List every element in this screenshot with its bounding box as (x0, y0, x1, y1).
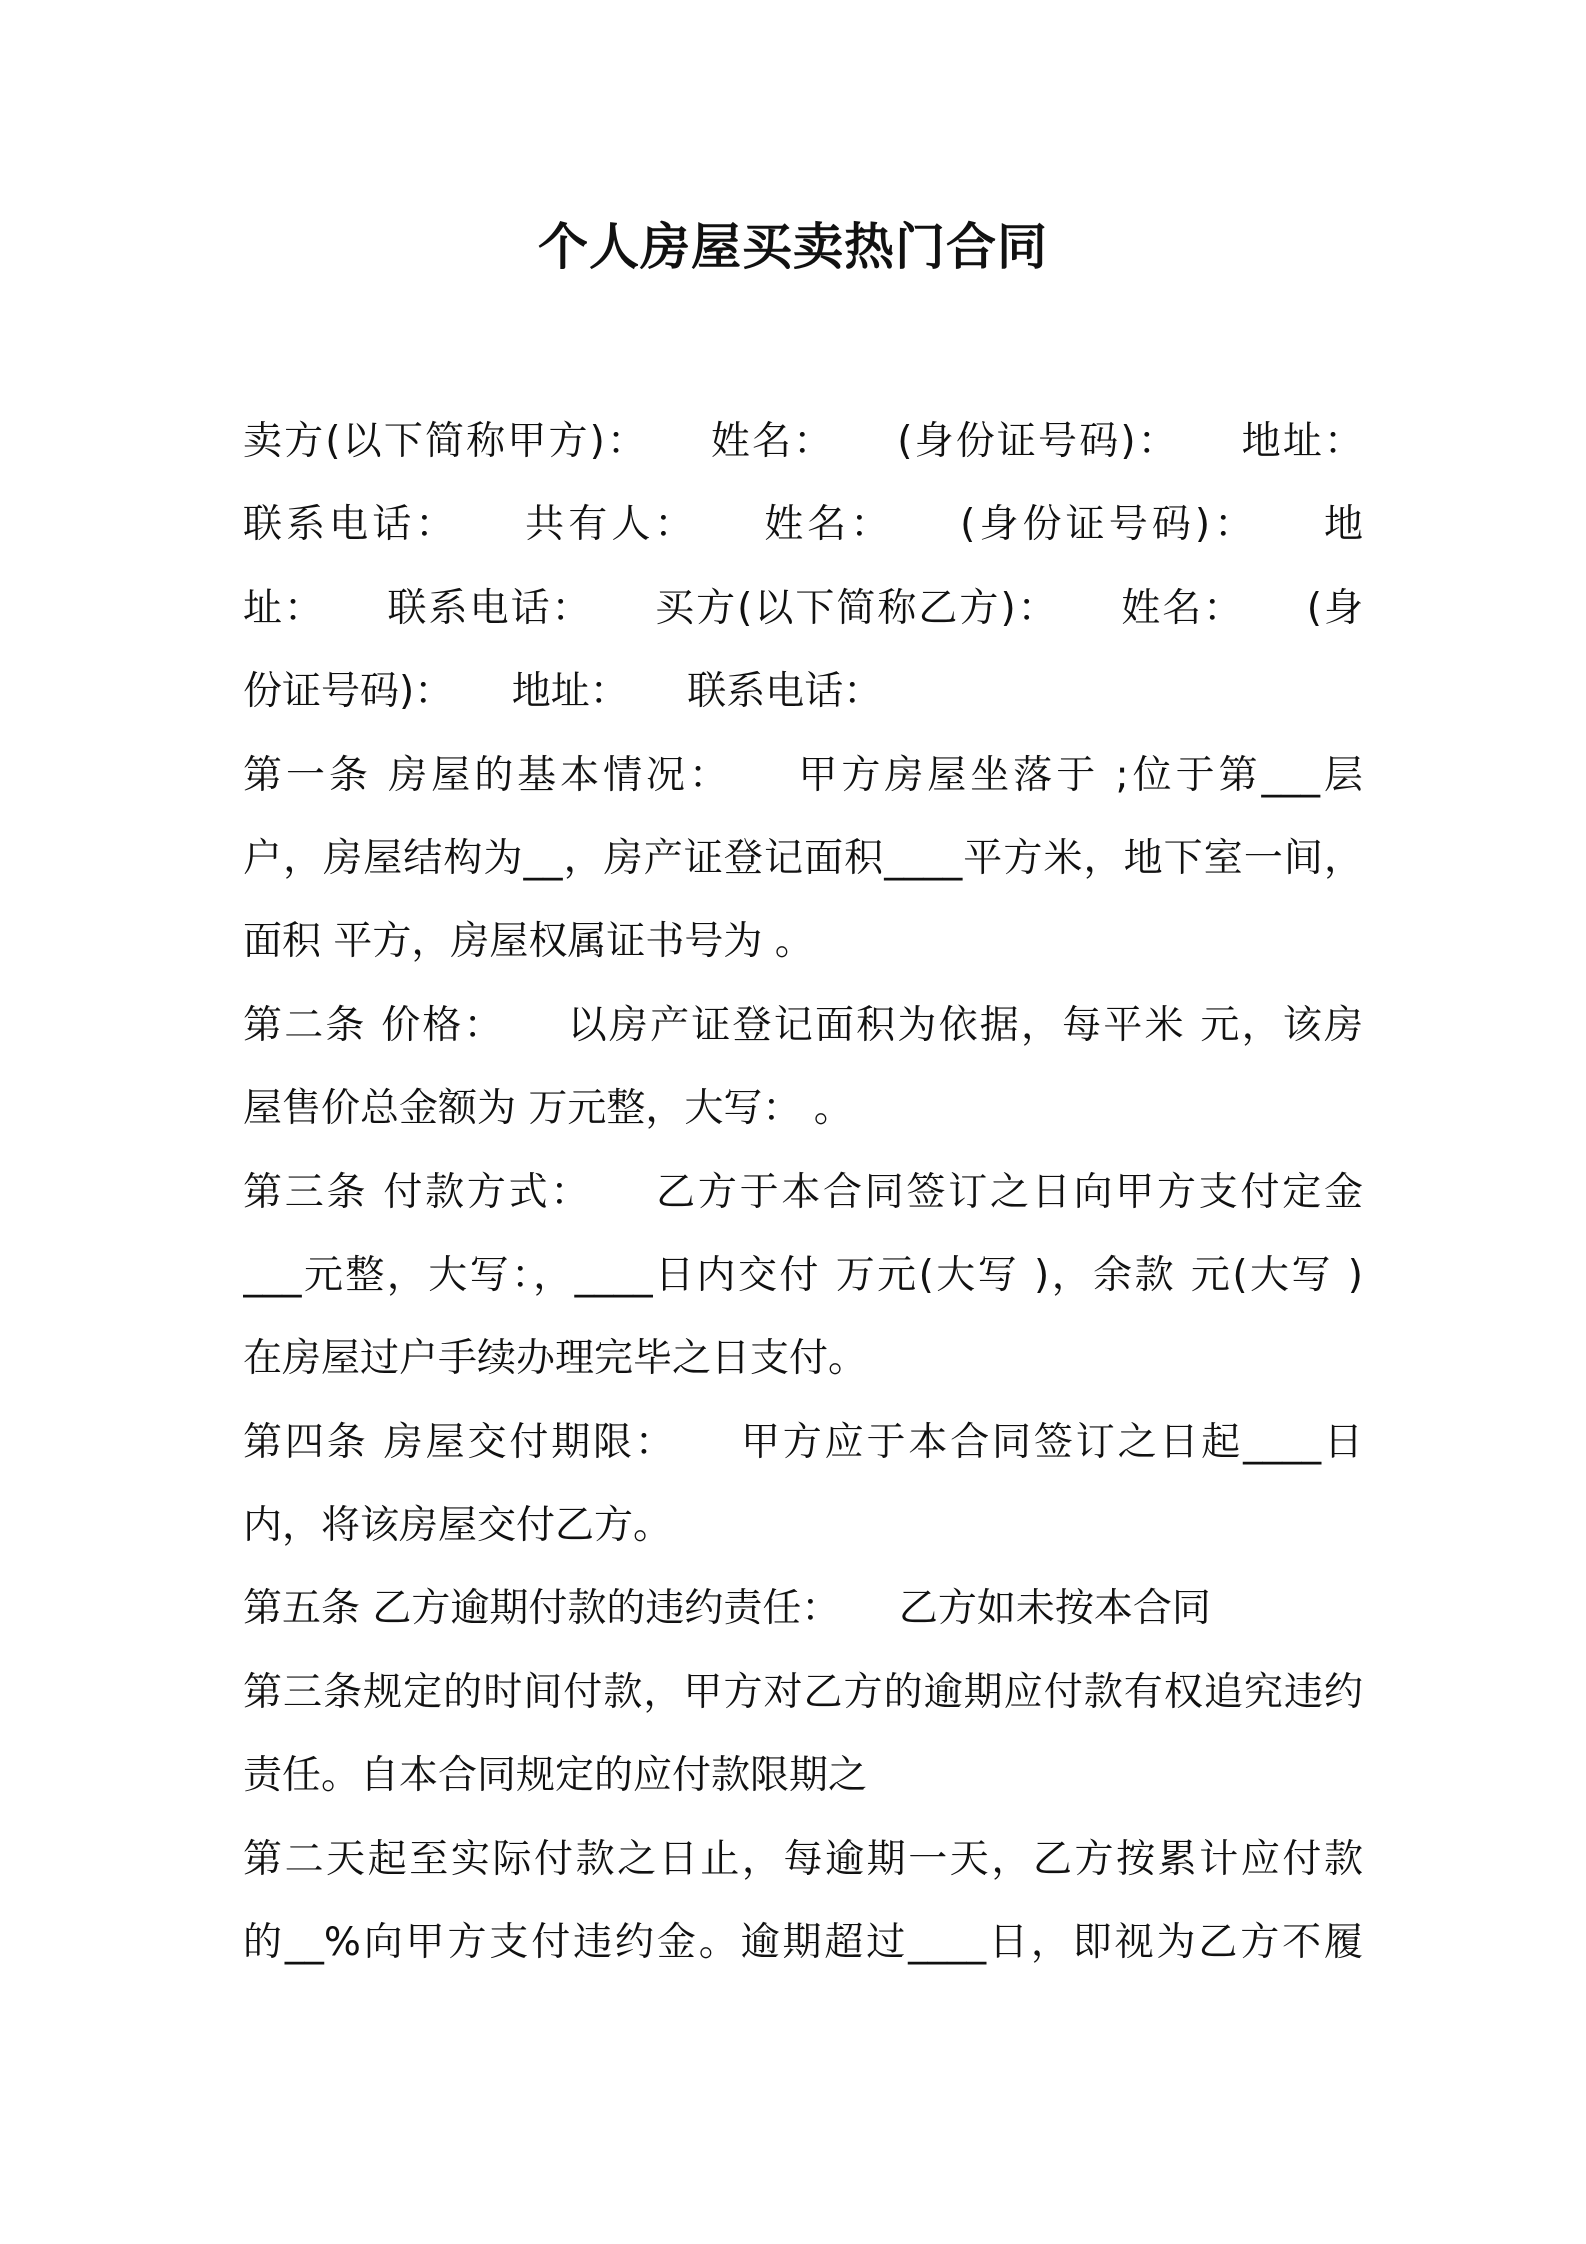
text-line: 第五条 乙方逾期付款的违约责任： 乙方如未按本合同 (243, 1586, 1211, 1632)
text-line: 户，房屋结构为__，房产证登记面积____平方米，地下室一间， (243, 835, 1363, 881)
text-line: 的__%向甲方支付违约金。逾期超过____日，即视为乙方不履 (243, 1920, 1363, 1966)
text-line: 在房屋过户手续办理完毕之日支付。 (243, 1336, 868, 1382)
text-line: 第三条 付款方式： 乙方于本合同签订之日向甲方支付定金 (243, 1169, 1363, 1215)
text-line: 责任。自本合同规定的应付款限期之 (243, 1753, 868, 1799)
text-line: 份证号码)： 地址： 联系电话： (243, 669, 883, 715)
document-title: 个人房屋买卖热门合同 (538, 218, 1048, 276)
text-line: 屋售价总金额为 万元整，大写： 。 (243, 1086, 853, 1132)
text-line: 内，将该房屋交付乙方。 (243, 1503, 673, 1549)
text-line: 联系电话： 共有人： 姓名： (身份证号码)： 地 (243, 502, 1363, 548)
text-line: 卖方(以下简称甲方)： 姓名： (身份证号码)： 地址： (243, 419, 1363, 464)
text-line: 第四条 房屋交付期限： 甲方应于本合同签订之日起____日 (243, 1419, 1363, 1465)
text-line: 面积 平方，房屋权属证书号为 。 (243, 919, 814, 965)
text-line: 第二天起至实际付款之日止，每逾期一天，乙方按累计应付款 (243, 1836, 1363, 1882)
text-line: 第一条 房屋的基本情况： 甲方房屋坐落于 ;位于第___层 (243, 752, 1363, 798)
text-line: 第二条 价格： 以房产证登记面积为依据，每平米 元，该房 (243, 1002, 1363, 1048)
text-line: 址： 联系电话： 买方(以下简称乙方)： 姓名： (身 (243, 585, 1363, 631)
text-line: ___元整，大写：，____日内交付 万元(大写 )，余款 元(大写 ) (243, 1252, 1363, 1298)
text-line: 第三条规定的时间付款，甲方对乙方的逾期应付款有权追究违约 (243, 1669, 1363, 1715)
document-body (243, 400, 1363, 1984)
